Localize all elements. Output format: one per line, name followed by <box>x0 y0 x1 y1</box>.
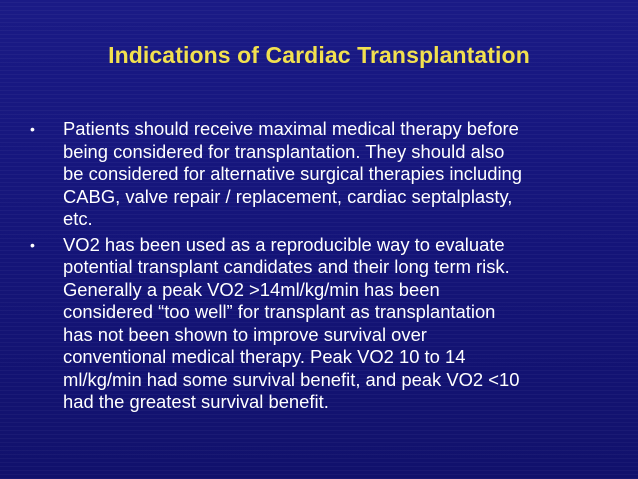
bullet-item-maximal-therapy <box>30 118 610 231</box>
bullet-line: Patients should receive maximal medical therapy before <box>63 118 519 139</box>
bullet-line: considered “too well” for transplant as transplantation <box>63 301 496 322</box>
bullet-line: VO2 has been used as a reproducible way to evaluate <box>63 233 505 255</box>
bullet-line: conventional medical therapy. Peak VO2 10 to 14 <box>63 346 466 367</box>
bullet-list <box>30 118 610 417</box>
bullet-line: Generally a peak VO2 >14ml/kg/min has been <box>63 278 440 300</box>
bullet-icon: • <box>30 121 35 137</box>
bullet-line: had the greatest survival benefit. <box>63 391 329 412</box>
slide-title: Indications of Cardiac Transplantation <box>108 42 530 68</box>
bullet-line: potential transplant candidates and their long term risk. <box>63 256 510 277</box>
bullet-icon: • <box>30 236 35 253</box>
bullet-line: be considered for alternative surgical therapies including <box>63 163 523 184</box>
bullet-line: has not been shown to improve survival over <box>63 323 427 345</box>
bullet-line: etc. <box>63 208 93 229</box>
bullet-line: being considered for transplantation. They should also <box>63 140 505 162</box>
bullet-line: CABG, valve repair / replacement, cardiac septalplasty, <box>63 185 513 207</box>
bullet-item-vo2 <box>30 234 610 414</box>
bullet-line: ml/kg/min had some survival benefit, and peak VO2 <10 <box>63 368 520 390</box>
